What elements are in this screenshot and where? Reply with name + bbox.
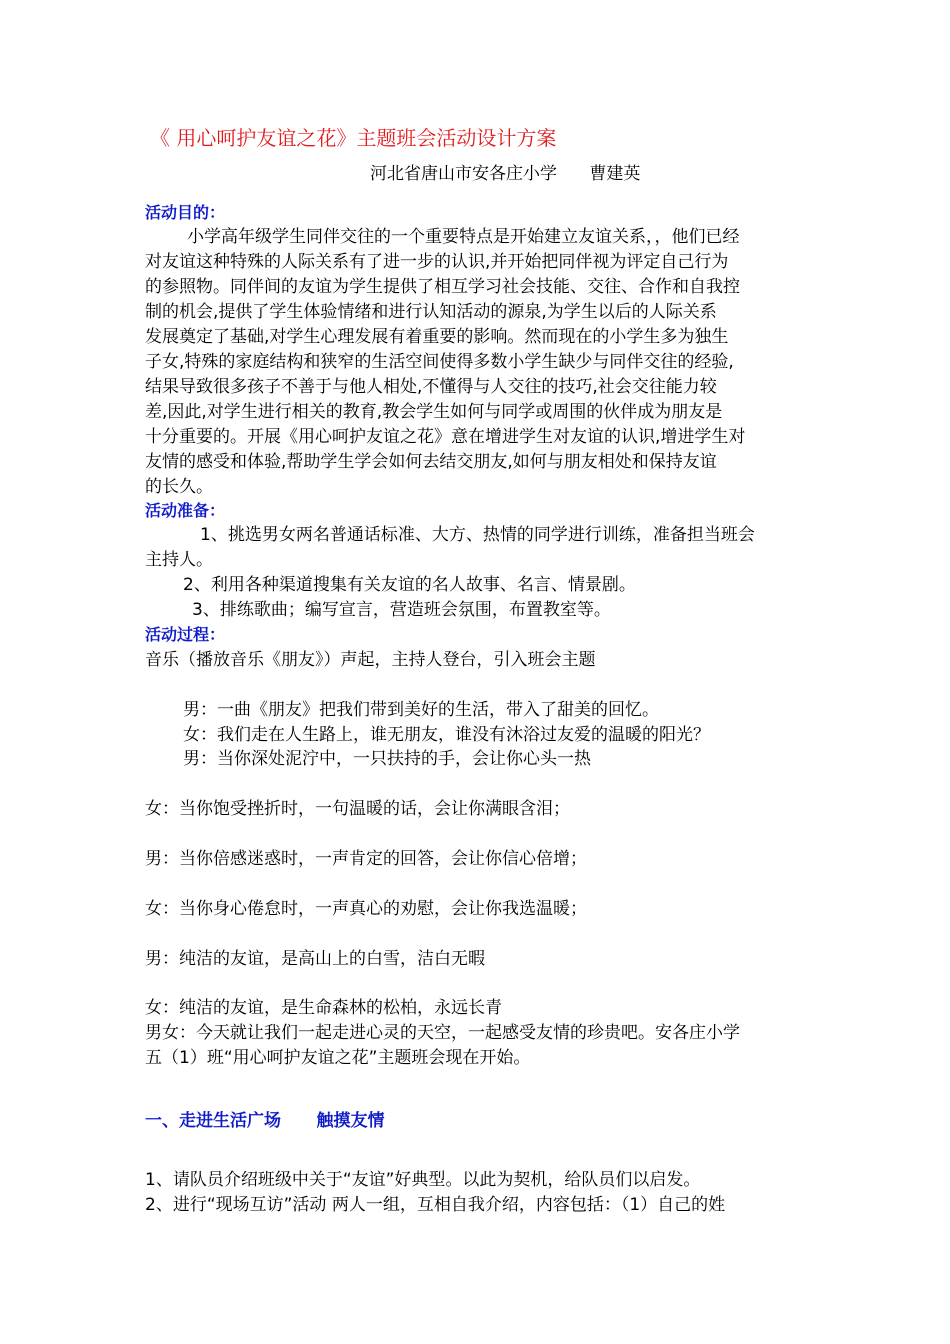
purpose-line: 对友谊这种特殊的人际关系有了进一步的认识,并开始把同伴视为评定自己行为: [145, 252, 729, 272]
purpose-line: 小学高年级学生同伴交往的一个重要特点是开始建立友谊关系，，他们已经: [187, 227, 740, 247]
purpose-line: 结果导致很多孩子不善于与他人相处,不懂得与人交往的技巧,社会交往能力较: [145, 377, 717, 397]
dialogue-line: 男：当你深处泥泞中，一只扶持的手，会让你心头一热: [183, 749, 591, 769]
section-one-line: 1、请队员介绍班级中关于“友谊”好典型。以此为契机，给队员们以启发。: [145, 1170, 701, 1190]
dialogue-line: 男：一曲《朋友》把我们带到美好的生活，带入了甜美的回忆。: [183, 700, 659, 720]
dialogue-line: 女：我们走在人生路上，谁无朋友，谁没有沐浴过友爱的温暖的阳光？: [183, 725, 710, 745]
purpose-line: 制的机会,提供了学生体验情绪和进行认知活动的源泉,为学生以后的人际关系: [145, 302, 717, 322]
dialogue-line: 女：当你身心倦怠时，一声真心的劝慰，会让你我选温暖；: [145, 899, 587, 919]
purpose-line: 的参照物。同伴间的友谊为学生提供了相互学习社会技能、交往、合作和自我控: [145, 277, 740, 297]
purpose-line: 差,因此,对学生进行相关的教育,教会学生如何与同学或周围的伙伴成为朋友是: [145, 402, 723, 422]
preparation-line: 1、挑选男女两名普通话标准、大方、热情的同学进行训练，准备担当班会: [200, 525, 755, 545]
process-intro: 音乐（播放音乐《朋友》）声起，主持人登台，引入班会主题: [145, 650, 596, 670]
dialogue-line: 男：纯洁的友谊，是高山上的白雪，洁白无暇: [145, 949, 485, 969]
dialogue-line: 女：当你饱受挫折时，一句温暖的话，会让你满眼含泪；: [145, 799, 570, 819]
purpose-heading: 活动目的：: [145, 203, 226, 222]
preparation-line: 主持人。: [145, 550, 213, 570]
preparation-line: 3、排练歌曲；编写宣言，营造班会氛围，布置教室等。: [192, 600, 611, 620]
section-one-heading: 一、走进生活广场 触摸友情: [145, 1111, 385, 1131]
purpose-line: 友情的感受和体验,帮助学生学会如何去结交朋友,如何与朋友相处和保持友谊: [145, 452, 717, 472]
dialogue-line: 五（1）班“用心呵护友谊之花”主题班会现在开始。: [145, 1048, 531, 1068]
section-one-line: 2、进行“现场互访”活动 两人一组，互相自我介绍，内容包括：（1）自己的姓: [145, 1195, 726, 1215]
document-title: 《 用心呵护友谊之花》主题班会活动设计方案: [150, 126, 557, 150]
purpose-line: 发展奠定了基础,对学生心理发展有着重要的影响。然而现在的小学生多为独生: [145, 327, 729, 347]
dialogue-line: 男女：今天就让我们一起走进心灵的天空，一起感受友情的珍贵吧。安各庄小学: [145, 1023, 740, 1043]
purpose-line: 子女,特殊的家庭结构和狭窄的生活空间使得多数小学生缺少与同伴交往的经验,: [145, 352, 734, 372]
purpose-line: 十分重要的。开展《用心呵护友谊之花》意在增进学生对友谊的认识,增进学生对: [145, 427, 746, 447]
process-heading: 活动过程：: [145, 625, 226, 644]
preparation-line: 2、利用各种渠道搜集有关友谊的名人故事、名言、情景剧。: [183, 575, 636, 595]
author-line: 河北省唐山市安各庄小学 曹建英: [370, 164, 641, 184]
dialogue-line: 女：纯洁的友谊，是生命森林的松柏，永远长青: [145, 998, 502, 1018]
purpose-line: 的长久。: [145, 477, 213, 497]
dialogue-line: 男：当你倍感迷惑时，一声肯定的回答，会让你信心倍增；: [145, 849, 587, 869]
preparation-heading: 活动准备：: [145, 501, 226, 520]
